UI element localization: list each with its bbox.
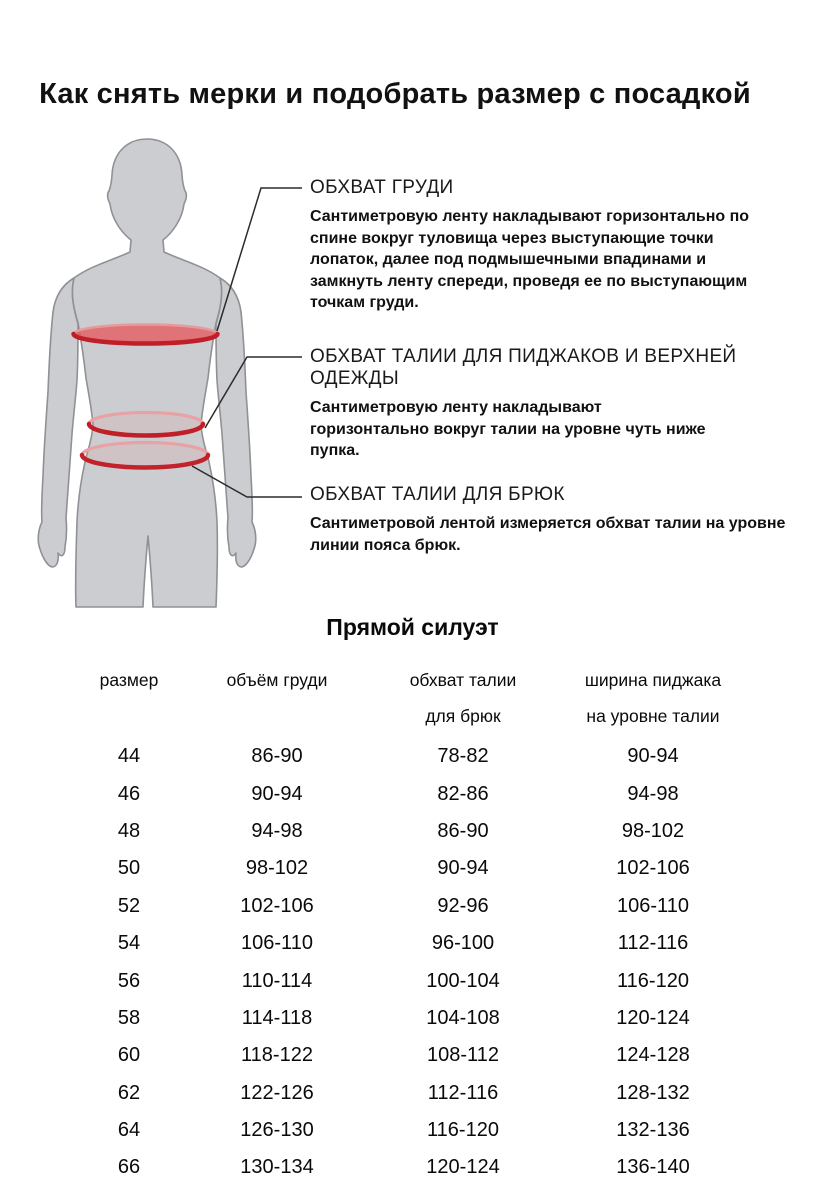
table-cell: 92-96: [437, 894, 489, 917]
measurement-description-waist-jacket: Сантиметровую ленту накладывают горизонтально вокруг талии на уровне чуть ниже пупка.: [310, 399, 706, 459]
table-cell: 128-132: [616, 1081, 690, 1104]
silhouette-body: [72, 139, 221, 607]
table-cell: 118-122: [241, 1044, 313, 1067]
table-cell: 120-124: [426, 1156, 500, 1179]
table-cell: 112-116: [427, 1081, 499, 1104]
table-cell: 132-136: [616, 1119, 690, 1142]
table-cell: 126-130: [240, 1119, 314, 1142]
table-cell: 114-118: [241, 1006, 313, 1029]
table-title: Прямой силуэт: [326, 614, 499, 640]
table-cell: 64: [117, 1119, 141, 1142]
size-table-body: [60, 738, 736, 1187]
table-row: [60, 1000, 736, 1037]
table-cell: 116-120: [617, 969, 689, 992]
measurement-section-waist-jacket: [310, 346, 825, 462]
table-cell: 136-140: [616, 1156, 690, 1179]
table-cell: 112-116: [617, 932, 689, 955]
table-cell: 120-124: [616, 1006, 690, 1029]
table-row: [60, 738, 736, 775]
table-row: [60, 1112, 736, 1149]
table-cell: 102-106: [616, 857, 690, 880]
table-cell: 90-94: [437, 857, 489, 880]
table-row: [60, 925, 736, 962]
measurement-description-chest: Сантиметровую ленту накладывают горизонтально по спине вокруг туловища через выступающие точки лопаток, далее под подмышечными впадинами и замкнуть ленту спереди, проведя ее по выступающим точкам груди.: [310, 208, 750, 311]
table-row: [60, 1075, 736, 1112]
table-cell: 86-90: [251, 745, 303, 768]
measurement-section-chest: [310, 177, 762, 314]
table-cell: 94-98: [251, 819, 303, 842]
column-header-size: размер: [99, 669, 159, 690]
table-cell: 78-82: [437, 745, 489, 768]
table-cell: 98-102: [245, 857, 309, 880]
table-cell: 90-94: [251, 782, 303, 805]
table-cell: 82-86: [437, 782, 489, 805]
table-row: [60, 1149, 736, 1186]
waist-jacket-band: [89, 413, 203, 436]
table-cell: 110-114: [241, 969, 313, 992]
measurement-description-waist-trousers: Сантиметровой лентой измеряется обхват талии на уровне линии пояса брюк.: [310, 515, 786, 554]
page-title: Как снять мерки и подобрать размер с посадкой: [39, 78, 751, 110]
table-row: [60, 1037, 736, 1074]
table-row: [60, 775, 736, 812]
table-cell: 46: [117, 782, 141, 805]
table-cell: 86-90: [437, 819, 489, 842]
table-cell: 94-98: [627, 782, 679, 805]
column-header-waist: обхват талии: [409, 669, 517, 690]
measurement-heading-chest: ОБХВАТ ГРУДИ: [310, 177, 454, 198]
table-row: [60, 888, 736, 925]
waist-trousers-band: [82, 443, 208, 468]
table-cell: 116-120: [427, 1119, 499, 1142]
table-cell: 98-102: [621, 819, 685, 842]
table-header-row-2: [60, 698, 736, 734]
measurement-section-waist-trousers: [310, 484, 790, 556]
table-cell: 58: [117, 1006, 141, 1029]
table-cell: 90-94: [627, 745, 679, 768]
table-cell: 122-126: [240, 1081, 314, 1104]
table-cell: 48: [117, 819, 141, 842]
table-cell: 106-110: [241, 932, 313, 955]
table-cell: 52: [117, 894, 141, 917]
column-header-chest: объём груди: [226, 669, 328, 690]
table-header-row-1: [60, 662, 736, 698]
table-cell: 54: [117, 932, 141, 955]
table-cell: 96-100: [431, 932, 495, 955]
table-cell: 56: [117, 969, 141, 992]
table-cell: 100-104: [426, 969, 500, 992]
table-cell: 104-108: [426, 1006, 500, 1029]
table-row: [60, 813, 736, 850]
column-header-jacket-width: ширина пиджака: [584, 669, 722, 690]
table-cell: 124-128: [616, 1044, 690, 1067]
table-cell: 102-106: [240, 894, 314, 917]
table-cell: 60: [117, 1044, 141, 1067]
silhouette-right-arm: [216, 278, 256, 567]
chest-band: [74, 325, 218, 344]
table-cell: 62: [117, 1081, 141, 1104]
silhouette-left-arm: [38, 278, 78, 567]
table-cell: 108-112: [427, 1044, 499, 1067]
table-row: [60, 962, 736, 999]
table-cell: 130-134: [240, 1156, 314, 1179]
column-header-jacket-width-line2: на уровне талии: [586, 705, 720, 726]
table-row: [60, 850, 736, 887]
table-cell: 44: [117, 745, 141, 768]
table-cell: 50: [117, 857, 141, 880]
measurement-heading-waist-trousers: ОБХВАТ ТАЛИИ ДЛЯ БРЮК: [310, 484, 565, 505]
table-cell: 66: [117, 1156, 141, 1179]
size-table: [60, 662, 736, 1187]
table-cell: 106-110: [617, 894, 689, 917]
measurement-heading-waist-jacket: ОБХВАТ ТАЛИИ ДЛЯ ПИДЖАКОВ И ВЕРХНЕЙ ОДЕЖДЫ: [310, 346, 737, 389]
column-header-waist-line2: для брюк: [425, 705, 501, 726]
